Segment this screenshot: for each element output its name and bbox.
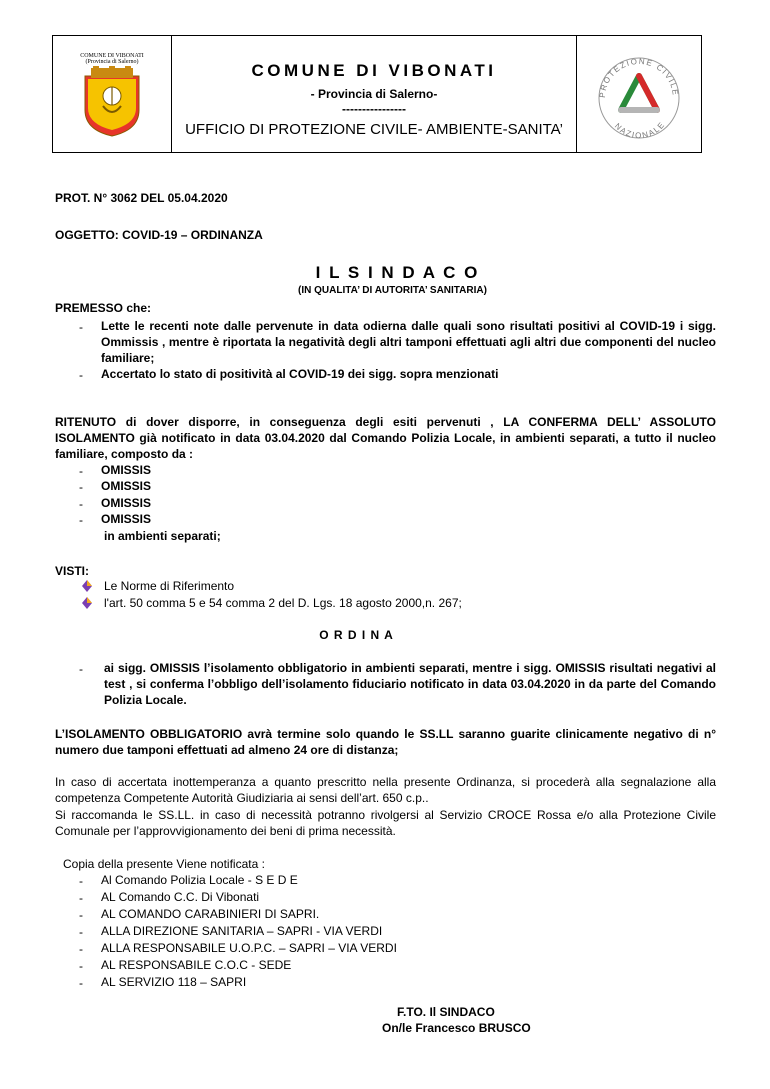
municipal-crest-cell bbox=[53, 36, 172, 152]
list-dash: - bbox=[79, 942, 83, 956]
signature-line-1: F.TO. Il SINDACO bbox=[397, 1005, 495, 1019]
ritenuto-paragraph: RITENUTO di dover disporre, in conseguenza degli esiti pervenuti , LA CONFERMA DELL’ ASSOLUTO ISOLAMENTO già notificato in data 03.04.2020 dal Comando Polizia Locale, in ambienti separati, a tutto il nucleo familiare, composto da : bbox=[55, 415, 716, 461]
premesso-label: PREMESSO che: bbox=[55, 301, 152, 315]
arrow-bullet-icon bbox=[80, 579, 94, 593]
copia-item-1: Al Comando Polizia Locale - S E D E bbox=[101, 873, 298, 887]
logo-text-bottom: NAZIONALE bbox=[612, 119, 667, 141]
municipality-title: COMUNE DI VIBONATI bbox=[251, 61, 497, 80]
logo-text-top: PROTEZIONE CIVILE bbox=[597, 56, 681, 99]
list-dash: - bbox=[79, 908, 83, 922]
omissis-item-1: OMISSIS bbox=[101, 463, 152, 477]
crest-caption-line-1: COMUNE DI VIBONATI bbox=[80, 53, 144, 59]
omissis-item-2: OMISSIS bbox=[101, 479, 152, 493]
visti-item-2: l'art. 50 comma 5 e 54 comma 2 del D. Lgs. 18 agosto 2000,n. 267; bbox=[104, 596, 462, 610]
list-dash: - bbox=[79, 368, 83, 382]
copia-item-2: AL Comando C.C. Di Vibonati bbox=[101, 890, 260, 904]
letterhead bbox=[52, 35, 702, 153]
visti-item-1: Le Norme di Riferimento bbox=[104, 579, 235, 593]
isolamento-paragraph: L’ISOLAMENTO OBBLIGATORIO avrà termine solo quando le SS.LL saranno guarite clinicamente negativo di n° numero due tamponi effettuati ad almeno 24 ore di distanza; bbox=[55, 727, 716, 757]
ordina-text: ai sigg. OMISSIS l’isolamento obbligatorio in ambienti separati, mentre i sigg. OMISSIS risultati negativi al test , si conferma l’obbligo dell’isolamento fiduciario notificato in data 03.04.2020 in da parte del Comando Polizia Locale. bbox=[104, 661, 716, 707]
list-dash: - bbox=[79, 480, 83, 494]
arrow-bullet-icon bbox=[80, 596, 94, 610]
crest-caption-line-2: (Provincia di Salerno) bbox=[85, 59, 139, 65]
svg-text:NAZIONALE bbox=[613, 120, 667, 140]
list-dash: - bbox=[79, 662, 83, 676]
list-dash: - bbox=[79, 976, 83, 990]
omissis-item-4: OMISSIS bbox=[101, 512, 152, 526]
copia-item-6: AL RESPONSABILE C.O.C - SEDE bbox=[101, 958, 292, 972]
copia-item-3: AL COMANDO CARABINIERI DI SAPRI. bbox=[101, 907, 320, 921]
municipal-crest-icon bbox=[81, 66, 143, 138]
premesso-item-1: Lette le recenti note dalle pervenute in data odierna dalle quali sono risultati positivi al COVID-19 i sigg. Ommissis , mentre è riportata la negatività degli altri tamponi effettuati agli altri due componenti del nucleo familiare; bbox=[101, 319, 716, 365]
list-dash: - bbox=[79, 925, 83, 939]
ambienti-separati-line: in ambienti separati; bbox=[104, 529, 221, 543]
visti-label: VISTI: bbox=[55, 564, 90, 578]
copia-label: Copia della presente Viene notificata : bbox=[63, 857, 265, 871]
header-separator: ---------------- bbox=[342, 102, 406, 116]
province-line: - Provincia di Salerno- bbox=[310, 87, 438, 101]
list-dash: - bbox=[79, 464, 83, 478]
office-name: UFFICIO DI PROTEZIONE CIVILE- AMBIENTE-SANITA’ bbox=[185, 121, 563, 138]
list-dash: - bbox=[79, 320, 83, 334]
list-dash: - bbox=[79, 513, 83, 527]
signature-line-2: On/le Francesco BRUSCO bbox=[382, 1021, 531, 1035]
copia-item-5: ALLA RESPONSABILE U.O.P.C. – SAPRI – VIA VERDI bbox=[101, 941, 397, 955]
ordina-heading: O R D I N A bbox=[319, 628, 394, 642]
letterhead-title-block bbox=[171, 36, 577, 152]
list-dash: - bbox=[79, 874, 83, 888]
mayor-subheading: (IN QUALITA’ DI AUTORITA’ SANITARIA) bbox=[298, 285, 487, 296]
copia-item-7: AL SERVIZIO 118 – SAPRI bbox=[101, 975, 247, 989]
inottemperanza-paragraph: In caso di accertata inottemperanza a quanto prescritto nella presente Ordinanza, si procederà alla segnalazione alla competenza Competente Autorità Giudiziaria ai sensi dell’art. 650 c.p.. bbox=[55, 775, 716, 805]
mayor-heading: I L S I N D A C O bbox=[315, 263, 480, 282]
civil-protection-logo-cell bbox=[576, 36, 701, 152]
civil-protection-logo-icon bbox=[577, 36, 699, 152]
omissis-item-3: OMISSIS bbox=[101, 496, 152, 510]
list-dash: - bbox=[79, 497, 83, 511]
list-dash: - bbox=[79, 891, 83, 905]
copia-item-4: ALLA DIREZIONE SANITARIA – SAPRI - VIA VERDI bbox=[101, 924, 383, 938]
list-dash: - bbox=[79, 959, 83, 973]
premesso-item-2: Accertato lo stato di positività al COVID-19 dei sigg. sopra menzionati bbox=[101, 367, 499, 381]
protocol-number: PROT. N° 3062 DEL 05.04.2020 bbox=[55, 191, 228, 205]
subject-line: OGGETTO: COVID-19 – ORDINANZA bbox=[55, 228, 263, 242]
raccomanda-paragraph: Si raccomanda le SS.LL. in caso di necessità potranno rivolgersi al Servizio CROCE Rossa e/o alla Protezione Civile Comunale per l’approvvigionamento dei beni di prima necessità. bbox=[55, 808, 716, 838]
